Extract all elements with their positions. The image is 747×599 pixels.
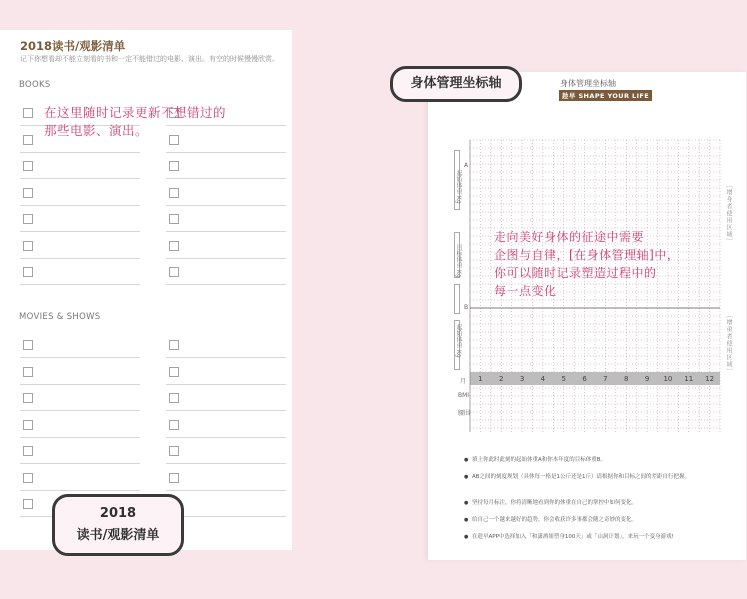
tag-title: 读书/观影清单 xyxy=(76,528,160,543)
checklist-row[interactable] xyxy=(166,465,286,491)
month-number: 8 xyxy=(624,375,629,383)
checklist-row[interactable] xyxy=(20,206,140,232)
loss-zone-label: ［增重者使用区域］ xyxy=(725,312,732,375)
month-number: 6 xyxy=(582,375,587,383)
checklist-row[interactable] xyxy=(166,153,286,179)
month-number: 7 xyxy=(603,375,608,383)
instruction-bullet: ● AB之间的刻度规划（具体每一格是1公斤还是1斤）请根据你和目标之间的差距自行把握。 xyxy=(472,473,732,481)
checkbox[interactable] xyxy=(169,367,179,377)
month-number: 4 xyxy=(540,375,546,383)
body-management-page xyxy=(428,72,746,560)
checkbox[interactable] xyxy=(169,420,179,430)
checklist-row[interactable] xyxy=(20,153,140,179)
checklist-row[interactable] xyxy=(20,465,140,491)
checkbox[interactable] xyxy=(23,241,33,251)
marker-a: A xyxy=(464,162,469,169)
checkbox[interactable] xyxy=(23,267,33,277)
reading-list-tag xyxy=(52,494,184,556)
checklist-row[interactable] xyxy=(20,180,140,206)
checklist-row[interactable] xyxy=(166,412,286,438)
month-number: 3 xyxy=(519,375,525,383)
checklist-row[interactable] xyxy=(20,438,140,464)
checkbox[interactable] xyxy=(23,188,33,198)
checklist-row[interactable] xyxy=(166,180,286,206)
note-line: 在这里随时记录更新不想错过的 xyxy=(44,105,227,120)
start-weight-label: 起始体重 Kg xyxy=(455,170,462,204)
checkbox[interactable] xyxy=(169,446,179,456)
month-number: 5 xyxy=(561,375,566,383)
checkbox[interactable] xyxy=(169,214,179,224)
target-weight-label: 目标体重 Kg xyxy=(455,244,462,278)
marker-b: B xyxy=(464,304,469,311)
checkbox[interactable] xyxy=(23,420,33,430)
left-handwritten-note xyxy=(44,104,226,140)
month-number: 10 xyxy=(663,375,673,383)
checkbox[interactable] xyxy=(169,188,179,198)
note-line: 每一点变化 xyxy=(494,284,557,298)
checkbox[interactable] xyxy=(23,161,33,171)
note-line: 那些电影、演出。 xyxy=(44,123,149,138)
checkbox[interactable] xyxy=(169,161,179,171)
books-section-label: BOOKS xyxy=(19,80,51,90)
month-number: 2 xyxy=(499,375,504,383)
tag-year: 2018 xyxy=(99,506,137,521)
month-label: 月 xyxy=(460,378,467,385)
chart-title: 身体管理坐标轴 xyxy=(560,79,616,88)
checkbox[interactable] xyxy=(169,473,179,483)
brand-logo: 趁早 SHAPE YOUR LIFE xyxy=(559,90,652,101)
weight-grid xyxy=(428,72,746,560)
checklist-row[interactable] xyxy=(166,259,286,285)
checkbox[interactable] xyxy=(169,241,179,251)
checklist-row[interactable] xyxy=(166,359,286,385)
checkbox[interactable] xyxy=(23,393,33,403)
start-weight-label-2: 起始体重 Kg xyxy=(455,324,462,358)
month-number: 9 xyxy=(644,375,650,383)
instruction-bullet: ● 坚持每月标注，你将清晰地看到你的体重在自己的掌控中如何变化。 xyxy=(472,499,732,507)
checklist-row[interactable] xyxy=(20,259,140,285)
checkbox[interactable] xyxy=(23,499,33,509)
checklist-row[interactable] xyxy=(166,438,286,464)
body-axis-tag: 身体管理坐标轴 xyxy=(390,66,522,102)
checklist-row[interactable] xyxy=(20,233,140,259)
month-number: 11 xyxy=(684,375,694,383)
checkbox[interactable] xyxy=(23,135,33,145)
instruction-bullet: ● 填上你此时此刻的起始体重A和你本年度的目标体重B。 xyxy=(472,456,732,464)
checkbox[interactable] xyxy=(169,340,179,350)
page-subtitle: 记下你想看却不能立刻看的书和一定不能错过的电影、演出。有空的时候慢慢欣赏。 xyxy=(20,55,279,63)
checklist-row[interactable] xyxy=(166,233,286,259)
checklist-row[interactable] xyxy=(166,206,286,232)
checklist-row[interactable] xyxy=(20,412,140,438)
instruction-bullet: ● 给自己一个越来越好的趋势，你会收获许多事都会随之奇妙的变化。 xyxy=(472,516,732,524)
checklist-row[interactable] xyxy=(20,332,140,358)
gain-zone-label: ［增身者使用区域］ xyxy=(725,182,732,245)
checkbox[interactable] xyxy=(23,367,33,377)
checkbox[interactable] xyxy=(23,340,33,350)
checklist-row[interactable] xyxy=(166,491,286,517)
right-handwritten-note xyxy=(494,228,679,300)
page-title: 2018读书/观影清单 xyxy=(20,39,126,53)
bmi-label: BMI xyxy=(458,392,470,399)
checklist-row[interactable] xyxy=(20,385,140,411)
checkbox[interactable] xyxy=(169,393,179,403)
movies-section-label: MOVIES & SHOWS xyxy=(19,312,101,322)
checklist-row[interactable] xyxy=(20,359,140,385)
waist-label: 腰围 xyxy=(458,410,471,417)
checkbox[interactable] xyxy=(23,473,33,483)
month-number: 1 xyxy=(478,375,483,383)
checkbox[interactable] xyxy=(23,214,33,224)
month-number: 12 xyxy=(705,375,715,383)
instruction-bullet: ● 在趁早APP中选择加入「和潇洒姐塑身100天」或「山洞计划」，来玩一个变身游戏! xyxy=(472,533,732,541)
checkbox[interactable] xyxy=(23,446,33,456)
note-line: 你可以随时记录塑造过程中的 xyxy=(494,266,657,280)
checklist-row[interactable] xyxy=(166,332,286,358)
checkbox[interactable] xyxy=(169,267,179,277)
checkbox[interactable] xyxy=(23,108,33,118)
note-line: 企图与自律，[在身体管理轴]中， xyxy=(494,248,680,262)
checklist-row[interactable] xyxy=(166,385,286,411)
note-line: 走向美好身体的征途中需要 xyxy=(494,230,645,244)
